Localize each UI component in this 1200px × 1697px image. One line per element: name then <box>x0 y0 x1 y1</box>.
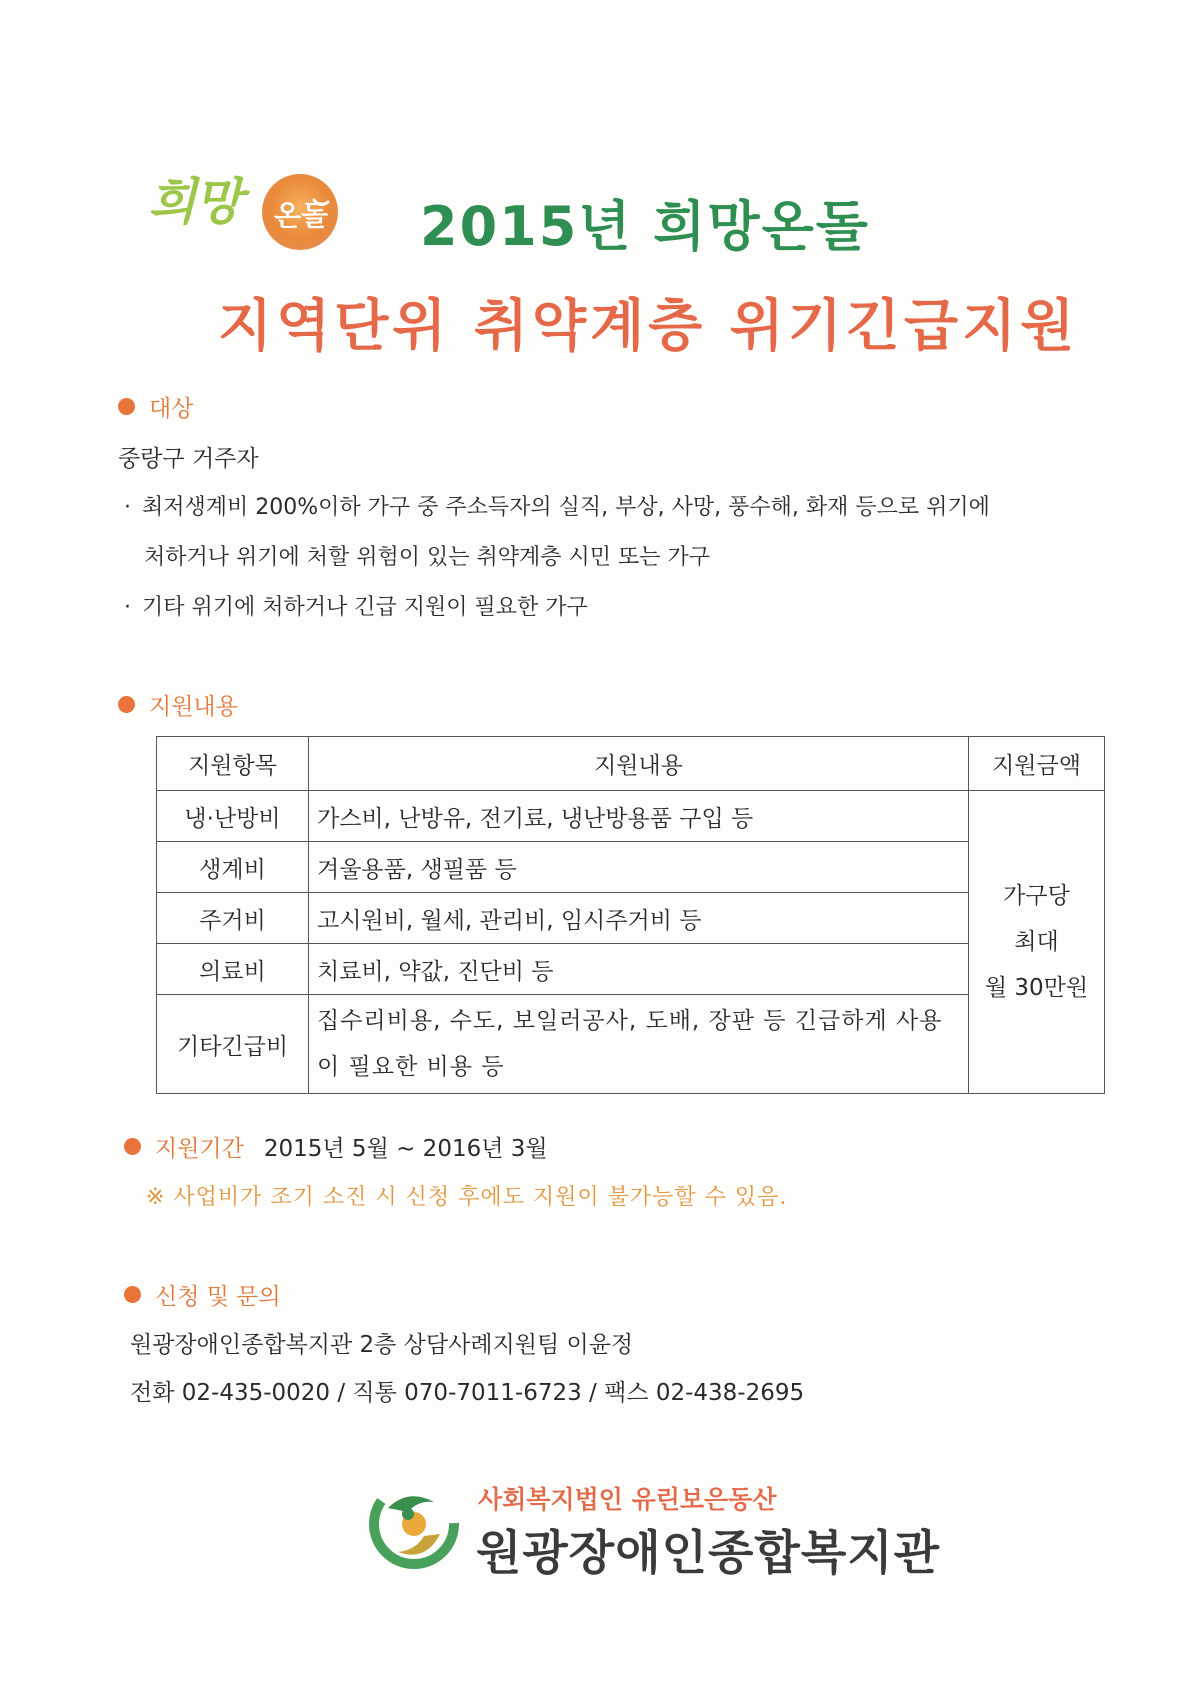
bullet-char: · <box>124 595 131 620</box>
table-header-amount: 지원금액 <box>969 737 1105 791</box>
section-target-heading-label: 대상 <box>149 396 194 422</box>
table-row <box>157 842 1105 893</box>
page-title-line1: 2015년 희망온돌 <box>420 195 870 258</box>
table-header-category: 지원항목 <box>157 737 309 791</box>
table-cell-category: 생계비 <box>157 842 309 893</box>
table-row <box>157 791 1105 842</box>
target-bullet-1 <box>124 490 990 521</box>
period-note: ※ 사업비가 조기 소진 시 신청 후에도 지원이 불가능할 수 있음. <box>146 1185 788 1210</box>
bullet-dot-icon <box>118 696 135 713</box>
table-cell-content: 겨울용품, 생필품 등 <box>309 842 969 893</box>
amount-line3: 월 30만원 <box>984 975 1089 1001</box>
support-table <box>156 736 1105 1094</box>
table-cell-content <box>309 995 969 1094</box>
table-cell-category: 기타긴급비 <box>157 995 309 1094</box>
section-support-heading-label: 지원내용 <box>149 694 238 720</box>
target-subtitle: 중랑구 거주자 <box>118 446 259 472</box>
wongwang-logo <box>368 1478 460 1570</box>
table-row <box>157 893 1105 944</box>
bullet-dot-icon <box>124 1138 141 1155</box>
table-cell-content-line2: 이 필요한 비용 등 <box>317 1054 505 1080</box>
table-cell-category: 주거비 <box>157 893 309 944</box>
contact-phone-line: 전화 02-435-0020 / 직통 070-7011-6723 / 팩스 02-438-2695 <box>130 1380 805 1406</box>
section-period-heading <box>124 1130 548 1163</box>
section-contact-heading <box>124 1278 281 1311</box>
section-support-heading <box>118 688 238 721</box>
table-cell-content: 고시원비, 월세, 관리비, 임시주거비 등 <box>309 893 969 944</box>
target-bullet-2 <box>124 590 588 621</box>
page-title-line2: 지역단위 취약계층 위기긴급지원 <box>218 294 1079 359</box>
section-target-heading <box>118 390 193 423</box>
table-cell-amount <box>969 791 1105 1094</box>
table-header-content: 지원내용 <box>309 737 969 791</box>
table-cell-category: 냉·난방비 <box>157 791 309 842</box>
section-period-heading-label: 지원기간 <box>155 1136 244 1162</box>
footer-main-title: 원광장애인종합복지관 <box>476 1526 941 1581</box>
table-row <box>157 944 1105 995</box>
bullet-char: · <box>124 495 131 520</box>
table-header-row <box>157 737 1105 791</box>
target-bullet-1-line2: 처하거나 위기에 처할 위험이 있는 취약계층 시민 또는 가구 <box>144 545 710 570</box>
amount-line2: 최대 <box>1014 929 1059 955</box>
table-cell-content: 가스비, 난방유, 전기료, 냉난방용품 구입 등 <box>309 791 969 842</box>
target-bullet-2-line1: 기타 위기에 처하거나 긴급 지원이 필요한 가구 <box>142 595 588 620</box>
bullet-dot-icon <box>118 398 135 415</box>
table-row <box>157 995 1105 1094</box>
heemang-ondol-logo <box>150 150 380 260</box>
table-cell-content-line1: 집수리비용, 수도, 보일러공사, 도배, 장판 등 긴급하게 사용 <box>317 1008 943 1034</box>
amount-line1: 가구당 <box>1003 883 1070 909</box>
period-value: 2015년 5월 ~ 2016년 3월 <box>263 1136 548 1162</box>
wongwang-emblem-icon <box>368 1478 460 1570</box>
logo-script-text: 희망 <box>148 173 241 231</box>
footer-sub-title: 사회복지법인 유린보은동산 <box>478 1485 777 1514</box>
table-cell-content: 치료비, 약값, 진단비 등 <box>309 944 969 995</box>
section-contact-heading-label: 신청 및 문의 <box>155 1284 281 1310</box>
table-cell-category: 의료비 <box>157 944 309 995</box>
contact-org-line: 원광장애인종합복지관 2층 상담사례지원팀 이윤정 <box>130 1332 634 1358</box>
logo-badge-text: 온돌 <box>274 199 329 232</box>
bullet-dot-icon <box>124 1286 141 1303</box>
target-bullet-1-line1: 최저생계비 200%이하 가구 중 주소득자의 실직, 부상, 사망, 풍수해, 화재 등으로 위기에 <box>142 495 990 520</box>
